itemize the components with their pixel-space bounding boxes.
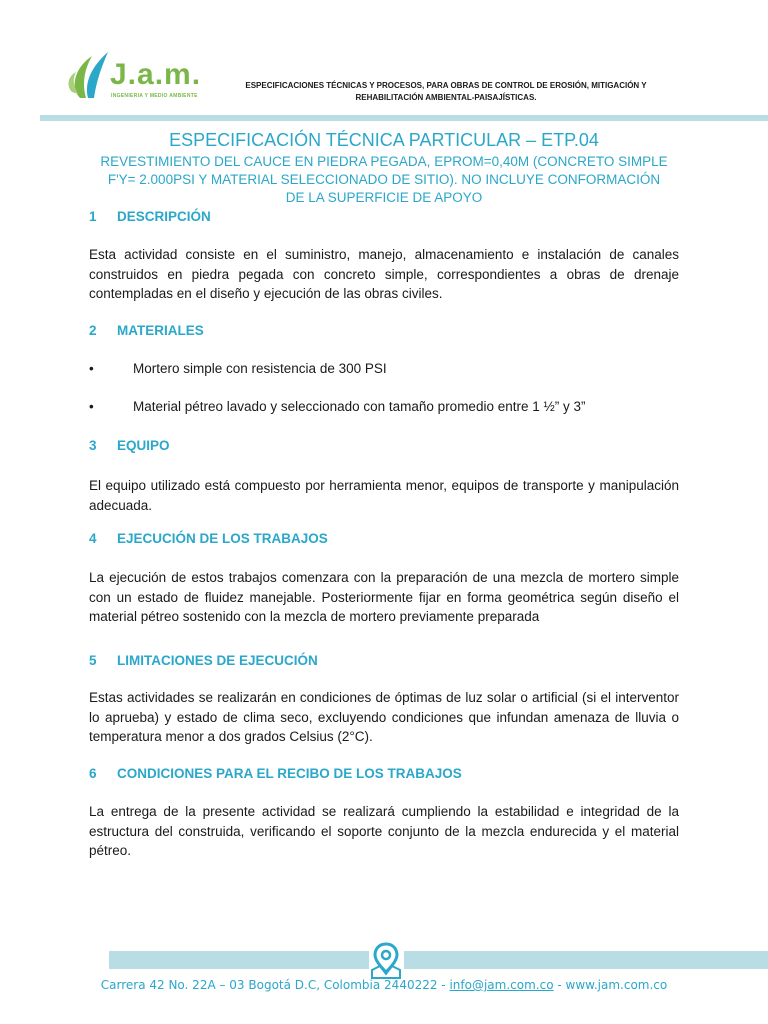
- document-title: ESPECIFICACIÓN TÉCNICA PARTICULAR – ETP.04: [169, 130, 599, 150]
- section-title: DESCRIPCIÓN: [117, 209, 211, 224]
- footer-band-right: [404, 951, 768, 969]
- document-subtitle: REVESTIMIENTO DEL CAUCE EN PIEDRA PEGADA, EPROM=0,40M (CONCRETO SIMPLE F'Y= 2.000PSI Y MATERIAL SELECCIONADO DE SITIO). NO INCLUYE CONFORMACIÓN DE LA SUPERFICIE DE APOYO: [100, 154, 668, 205]
- section-title: LIMITACIONES DE EJECUCIÓN: [117, 653, 318, 668]
- section-title: EQUIPO: [117, 438, 170, 453]
- bullet-icon: •: [89, 361, 94, 376]
- section-heading-ejecucion: [89, 531, 328, 546]
- list-item: [89, 399, 679, 414]
- logo-tagline: INGENIERIA Y MEDIO AMBIENTE: [111, 93, 198, 99]
- location-pin-icon: [366, 940, 406, 980]
- bullet-icon: •: [89, 399, 94, 414]
- section-text-equipo: El equipo utilizado está compuesto por herramienta menor, equipos de transporte y manipulación adecuada.: [89, 478, 679, 513]
- footer-email-link[interactable]: info@jam.com.co: [449, 978, 554, 992]
- section-number: 3: [89, 438, 97, 453]
- section-heading-equipo: [89, 438, 170, 453]
- list-item: [89, 361, 679, 376]
- header-title: ESPECIFICACIONES TÉCNICAS Y PROCESOS, PARA OBRAS DE CONTROL DE EROSIÓN, MITIGACIÓN Y REHABILITACIÓN AMBIENTAL-PAISAJÍSTICAS.: [245, 81, 647, 102]
- section-title: MATERIALES: [117, 323, 204, 338]
- footer-contact: [0, 978, 768, 992]
- section-number: 5: [89, 653, 97, 668]
- section-title: CONDICIONES PARA EL RECIBO DE LOS TRABAJOS: [117, 766, 462, 781]
- section-title: EJECUCIÓN DE LOS TRABAJOS: [117, 531, 328, 546]
- section-number: 2: [89, 323, 97, 338]
- section-number: 4: [89, 531, 97, 546]
- section-heading-condiciones: [89, 766, 462, 781]
- section-text-condiciones: La entrega de la presente actividad se realizará cumpliendo la estabilidad e integridad de la estructura del construida, verificando el soporte conjunto de la mezcla endurecida y el material pétreo.: [89, 804, 679, 858]
- footer-website[interactable]: www.jam.com.co: [565, 978, 668, 992]
- page-header: [0, 0, 768, 120]
- section-text-descripcion: Esta actividad consiste en el suministro, manejo, almacenamiento e instalación de canales construidos en piedra pegada con concreto simple, correspondientes a obras de drenaje contempladas en el diseño y ejecución de las obras civiles.: [89, 247, 679, 301]
- section-heading-materiales: [89, 323, 204, 338]
- list-item-text: Material pétreo lavado y seleccionado con tamaño promedio entre 1 ½” y 3”: [133, 399, 586, 414]
- footer-separator: -: [553, 978, 566, 992]
- section-number: 1: [89, 209, 97, 224]
- section-text-limitaciones: Estas actividades se realizarán en condiciones de óptimas de luz solar o artificial (si el interventor lo aprueba) y estado de clima seco, excluyendo condiciones que infundan amenaza de lluvia o temperatura menor a dos grados Celsius (2°C).: [89, 690, 679, 744]
- section-number: 6: [89, 766, 97, 781]
- footer-address: Carrera 42 No. 22A – 03 Bogotá D.C, Colombia 2440222 -: [100, 978, 450, 992]
- section-heading-limitaciones: [89, 653, 318, 668]
- header-divider: [40, 115, 768, 121]
- list-item-text: Mortero simple con resistencia de 300 PSI: [133, 361, 387, 376]
- section-heading-descripcion: [89, 209, 211, 224]
- section-text-ejecucion: La ejecución de estos trabajos comenzara con la preparación de una mezcla de mortero simple con un estado de fluidez manejable. Posteriormente fijar en forma geométrica según diseño el material pétreo sostenido con la mezcla de mortero previamente preparada: [89, 570, 679, 624]
- logo-wordmark: J.a.m.: [110, 58, 202, 91]
- footer-band-left: [109, 951, 369, 969]
